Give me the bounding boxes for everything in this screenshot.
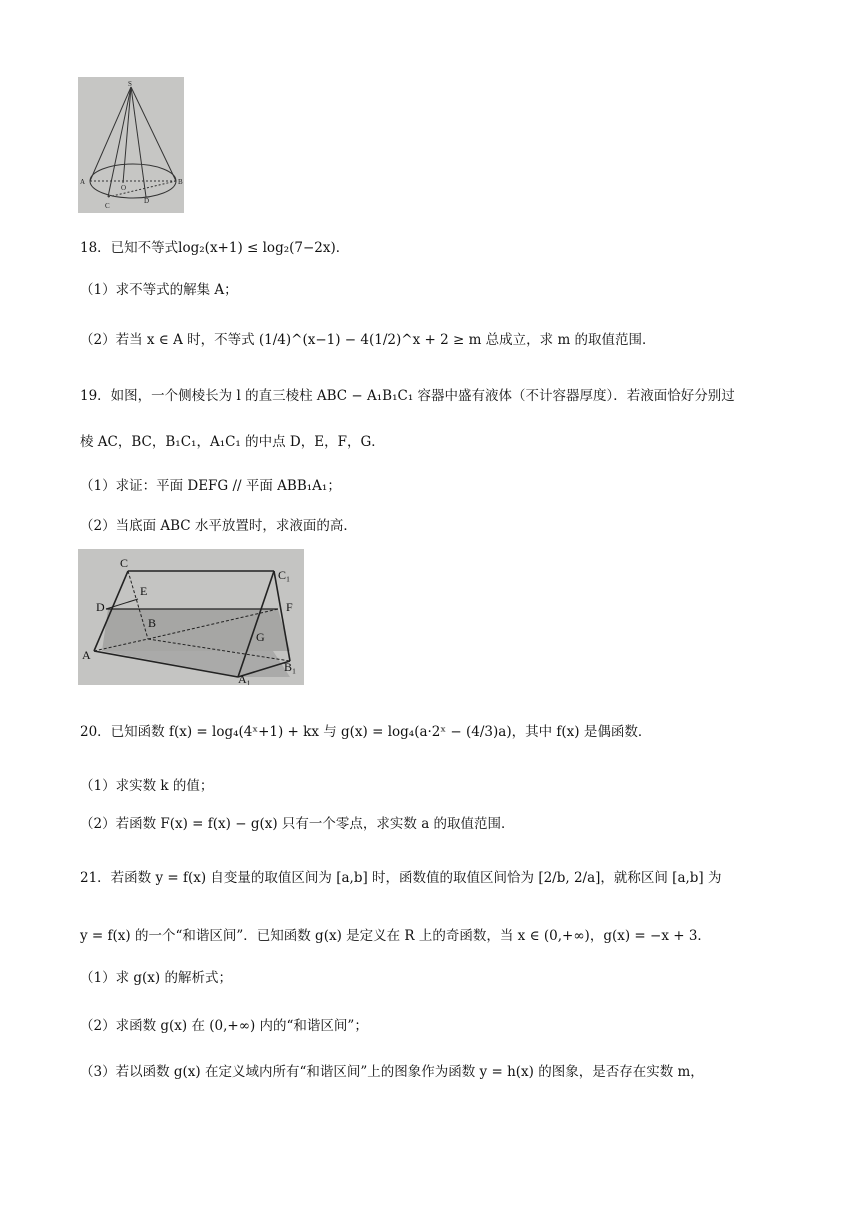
q20-part2: （2）若函数 F(x) = f(x) − g(x) 只有一个零点，求实数 a 的取值范围．: [80, 816, 515, 832]
prism-label-c1: C₁: [278, 568, 291, 582]
prism-diagram: [78, 549, 304, 685]
cone-label-d: D: [144, 197, 150, 205]
prism-figure: [78, 549, 304, 685]
q19-part1: （1）求证：平面 DEFG // 平面 ABB₁A₁；: [80, 478, 341, 494]
cone-label-b: B: [178, 178, 183, 186]
prism-label-b: B: [148, 616, 157, 630]
q21-stem-line1: 21．若函数 y = f(x) 自变量的取值区间为 [a,b] 时，函数值的取值区间恰为 [2/b, 2/a]，就称区间 [a,b] 为: [80, 870, 722, 886]
q18-stem: 18．已知不等式log₂(x+1) ≤ log₂(7−2x)．: [80, 240, 350, 256]
prism-label-a1: A₁: [238, 672, 251, 685]
q21-stem-line2: y = f(x) 的一个“和谐区间”．已知函数 g(x) 是定义在 R 上的奇函数，当 x ∈ (0,+∞)，g(x) = −x + 3．: [80, 928, 711, 944]
prism-label-d: D: [96, 600, 105, 614]
prism-label-b1: B₁: [284, 660, 297, 674]
prism-label-a: A: [82, 648, 91, 662]
q19-stem-line1: 19．如图，一个侧棱长为 l 的直三棱柱 ABC − A₁B₁C₁ 容器中盛有液体（不计容器厚度）．若液面恰好分别过: [80, 388, 735, 404]
q18-part2: （2）若当 x ∈ A 时，不等式 (1/4)^(x−1) − 4(1/2)^x + 2 ≥ m 总成立，求 m 的取值范围．: [80, 332, 656, 348]
prism-label-c: C: [120, 556, 129, 570]
cone-figure: [78, 77, 184, 213]
q21-part2: （2）求函数 g(x) 在 (0,+∞) 内的“和谐区间”；: [80, 1018, 368, 1034]
cone-label-s: S: [128, 80, 132, 88]
prism-label-f: F: [286, 600, 293, 614]
prism-label-g: G: [256, 630, 265, 644]
q21-part1: （1）求 g(x) 的解析式；: [80, 970, 232, 986]
q19-stem-line2: 棱 AC，BC，B₁C₁，A₁C₁ 的中点 D，E，F，G．: [80, 434, 385, 450]
cone-label-c: C: [105, 202, 110, 210]
cone-label-a: A: [80, 178, 86, 186]
q18-part1: （1）求不等式的解集 A；: [80, 282, 238, 298]
cone-diagram: [78, 77, 184, 213]
q20-part1: （1）求实数 k 的值；: [80, 778, 214, 794]
q21-part3: （3）若以函数 g(x) 在定义域内所有“和谐区间”上的图象作为函数 y = h(x) 的图象，是否存在实数 m，: [80, 1064, 704, 1080]
q20-stem: 20．已知函数 f(x) = log₄(4ˣ+1) + kx 与 g(x) = log₄(a·2ˣ − (4/3)a)，其中 f(x) 是偶函数．: [80, 724, 652, 740]
q19-part2: （2）当底面 ABC 水平放置时，求液面的高．: [80, 518, 357, 534]
cone-label-o: O: [121, 184, 127, 192]
prism-label-e: E: [140, 584, 148, 598]
